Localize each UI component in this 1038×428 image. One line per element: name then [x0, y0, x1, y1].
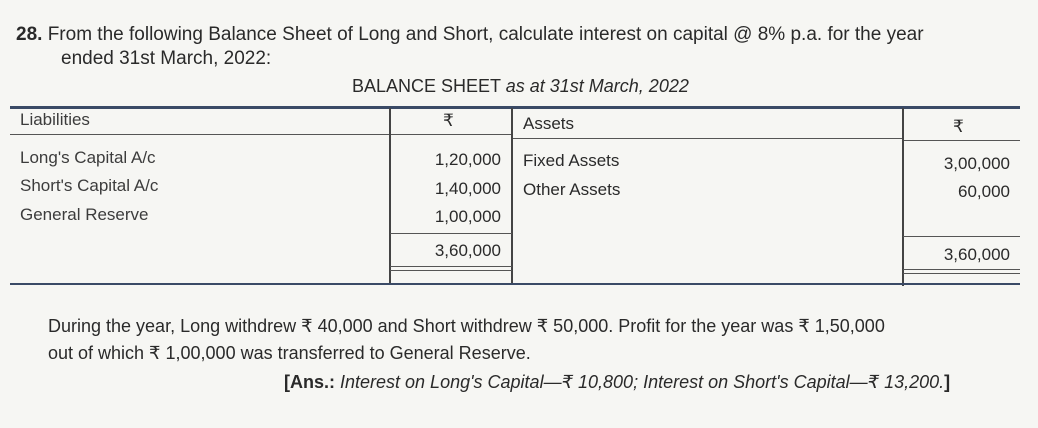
liability-label: Short's Capital A/c [20, 176, 159, 195]
title-plain: BALANCE SHEET [352, 76, 501, 96]
header-bottom-rule-amt-left [390, 134, 512, 135]
answer-open: [ [284, 372, 290, 392]
header-bottom-rule-assets [512, 138, 902, 139]
col-divider-2 [511, 108, 513, 284]
balance-sheet-title [352, 76, 689, 97]
footer-line-2: out of which ₹ 1,00,000 was transferred to General Reserve. [48, 343, 531, 363]
total-rule-double-left-1 [390, 266, 512, 267]
total-rule-top-right [903, 236, 1020, 237]
answer-text: Interest on Long's Capital—₹ 10,800; Interest on Short's Capital—₹ 13,200. [335, 372, 945, 392]
col-divider-1 [389, 108, 391, 284]
header-assets: Assets [523, 114, 575, 133]
question-line-2: ended 31st March, 2022: [61, 48, 272, 69]
answer-label: Ans.: [290, 372, 335, 392]
total-assets: 3,60,000 [943, 245, 1010, 264]
asset-label: Other Assets [523, 180, 621, 199]
footer-line-1: During the year, Long withdrew ₹ 40,000 and Short withdrew ₹ 50,000. Profit for the year was ₹ 1,50,000 [48, 316, 885, 336]
question-line-1 [16, 24, 924, 46]
total-rule-double-left-2 [390, 270, 512, 271]
liability-label: General Reserve [20, 205, 149, 224]
header-liabilities: Liabilities [20, 110, 90, 129]
total-rule-top-left [390, 233, 512, 234]
header-rupee-right: ₹ [953, 117, 964, 136]
answer [284, 372, 950, 393]
header-rupee-left: ₹ [443, 111, 454, 130]
asset-amount: 60,000 [958, 182, 1010, 201]
total-rule-double-right-2 [903, 273, 1020, 274]
col-divider-3 [902, 108, 904, 286]
answer-close: ] [944, 372, 951, 392]
question-number: 28. [16, 24, 43, 45]
liability-label: Long's Capital A/c [20, 148, 156, 167]
asset-amount: 3,00,000 [943, 154, 1010, 173]
table-bottom-rule [10, 283, 1020, 285]
total-liabilities: 3,60,000 [434, 241, 501, 260]
header-bottom-rule-left [10, 134, 390, 135]
header-bottom-rule-amt-right [902, 140, 1020, 141]
liability-amount: 1,00,000 [434, 207, 501, 226]
liability-amount: 1,40,000 [434, 179, 501, 198]
asset-label: Fixed Assets [523, 151, 620, 170]
liability-amount: 1,20,000 [434, 150, 501, 169]
question-text-1: From the following Balance Sheet of Long and Short, calculate interest on capital @ 8% p.a. for the year [47, 24, 924, 45]
total-rule-double-right-1 [903, 269, 1020, 270]
title-italic: as at 31st March, 2022 [505, 76, 689, 96]
table-top-rule [10, 106, 1020, 109]
